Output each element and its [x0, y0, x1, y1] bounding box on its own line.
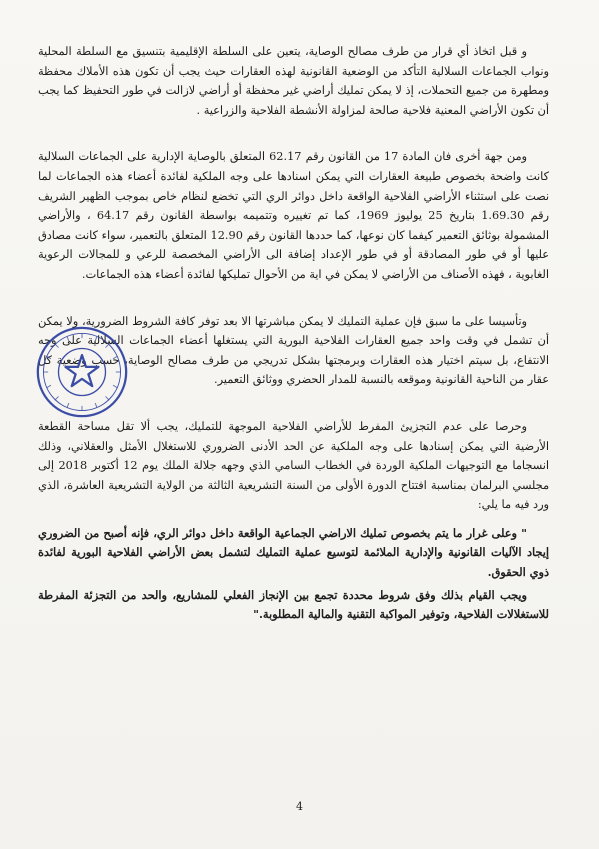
official-stamp-icon — [35, 325, 129, 419]
page-number: 4 — [296, 800, 303, 813]
paragraph-3: وتأسيسا على ما سبق فإن عملية التمليك لا يمكن مباشرتها الا بعد توفر كافة الشروط الضرورية، ولا يمكن أن تشمل في وقت واحد جميع العقارات الفلاحية البورية التي يستغلها أعضاء الجماعات السلالية على وجه الانتفاع، بل سيتم اختيار هذه العقارات وبرمجتها بشكل تدريجي من طرف مصالح الوصاية، حسب وضعية كل عقار من الناحية القانونية وموقعه بالنسبة للمدار الحضري ووثائق التعمير. — [38, 314, 549, 387]
royal-speech-quote-2: ويجب القيام بذلك وفق شروط محددة تجمع بين الإنجاز الفعلي للمشاريع، والحد من التجزئة المفرطة للاستغلالات الفلاحية، وتوفير المواكبة التقنية والمالية المطلوبة." — [38, 587, 549, 622]
paragraph-2: ومن جهة أخرى فان المادة 17 من القانون رقم 62.17 المتعلق بالوصاية الإدارية على الجماعات السلالية كانت واضحة بخصوص طبيعة العقارات التي يمكن اسنادها على وجه الملكية لفائدة أعضاء هذه الجماعات لما نصت على استثناء الأراضي الفلاحية الواقعة داخل دوائر الري التي تخضع لنظام خاص بموجب الظهير الشريف رقم 1.69.30 بتاريخ 25 يوليوز 1969، كما تم تغييره وتتميمه بواسطة القانون رقم 64.17 ، والأراضي المشمولة بوثائق التعمير كيفما كان نوعها، كما حددها القانون رقم 12.90 المتعلق بالتعمير، سواء كانت مصادق عليها أو في طور المصادقة أو في طور الإعداد إضافة الى الأراضي المخصصة للرعي و للمجالات الرعوية الغابوية ، فهذه الأصناف من الأراضي لا يمكن في اية من الأحوال تمليكها لفائدة أعضاء هذه الجماعات. — [38, 150, 549, 281]
royal-speech-quote-1: " وعلى غرار ما يتم بخصوص تمليك الاراضي الجماعية الواقعة داخل دوائر الري، فإنه أصبح من الضروري إيجاد الآليات القانونية والإدارية الملائمة لتوسيع عملية التمليك لتشمل بعض الأراضي الفلاحية البورية لفائدة ذوي الحقوق. — [38, 525, 549, 580]
paragraph-4: وحرصا على عدم التجزيئ المفرط للأراضي الفلاحية الموجهة للتمليك، يجب ألا تقل مساحة القطعة الأرضية التي يمكن إسنادها على وجه الملكية عن الحد الأدنى الضروري للاستغلال الأمثل والعقلاني، وذلك انسجاما مع التوجيهات الملكية الوردة في الخطاب السامي الذي وجهه جلالة الملك يوم 12 أكتوبر 2018 إلى مجلسي البرلمان بمناسبة افتتاح الدورة الأولى من السنة التشريعية الثالثة من الولاية التشريعية العاشرة، الذي ورد فيه ما يلي: — [38, 419, 549, 512]
paragraph-1: و قبل اتخاذ أي قرار من طرف مصالح الوصاية، يتعين على السلطة الإقليمية بتنسيق مع السلطة المحلية ونواب الجماعات السلالية التأكد من الوضعية القانونية لهذه العقارات حيث يجب أن تكون هذه الأملاك محفظة ومطهرة من جميع التحملات، إذ لا يمكن تمليك أراضي غير محفظة أو أراضي لازالت في طور التحفيظ كما يجب أن تكون الأراضي المعنية فلاحية صالحة لمزاولة الأنشطة الفلاحية والزراعية . — [38, 45, 549, 117]
